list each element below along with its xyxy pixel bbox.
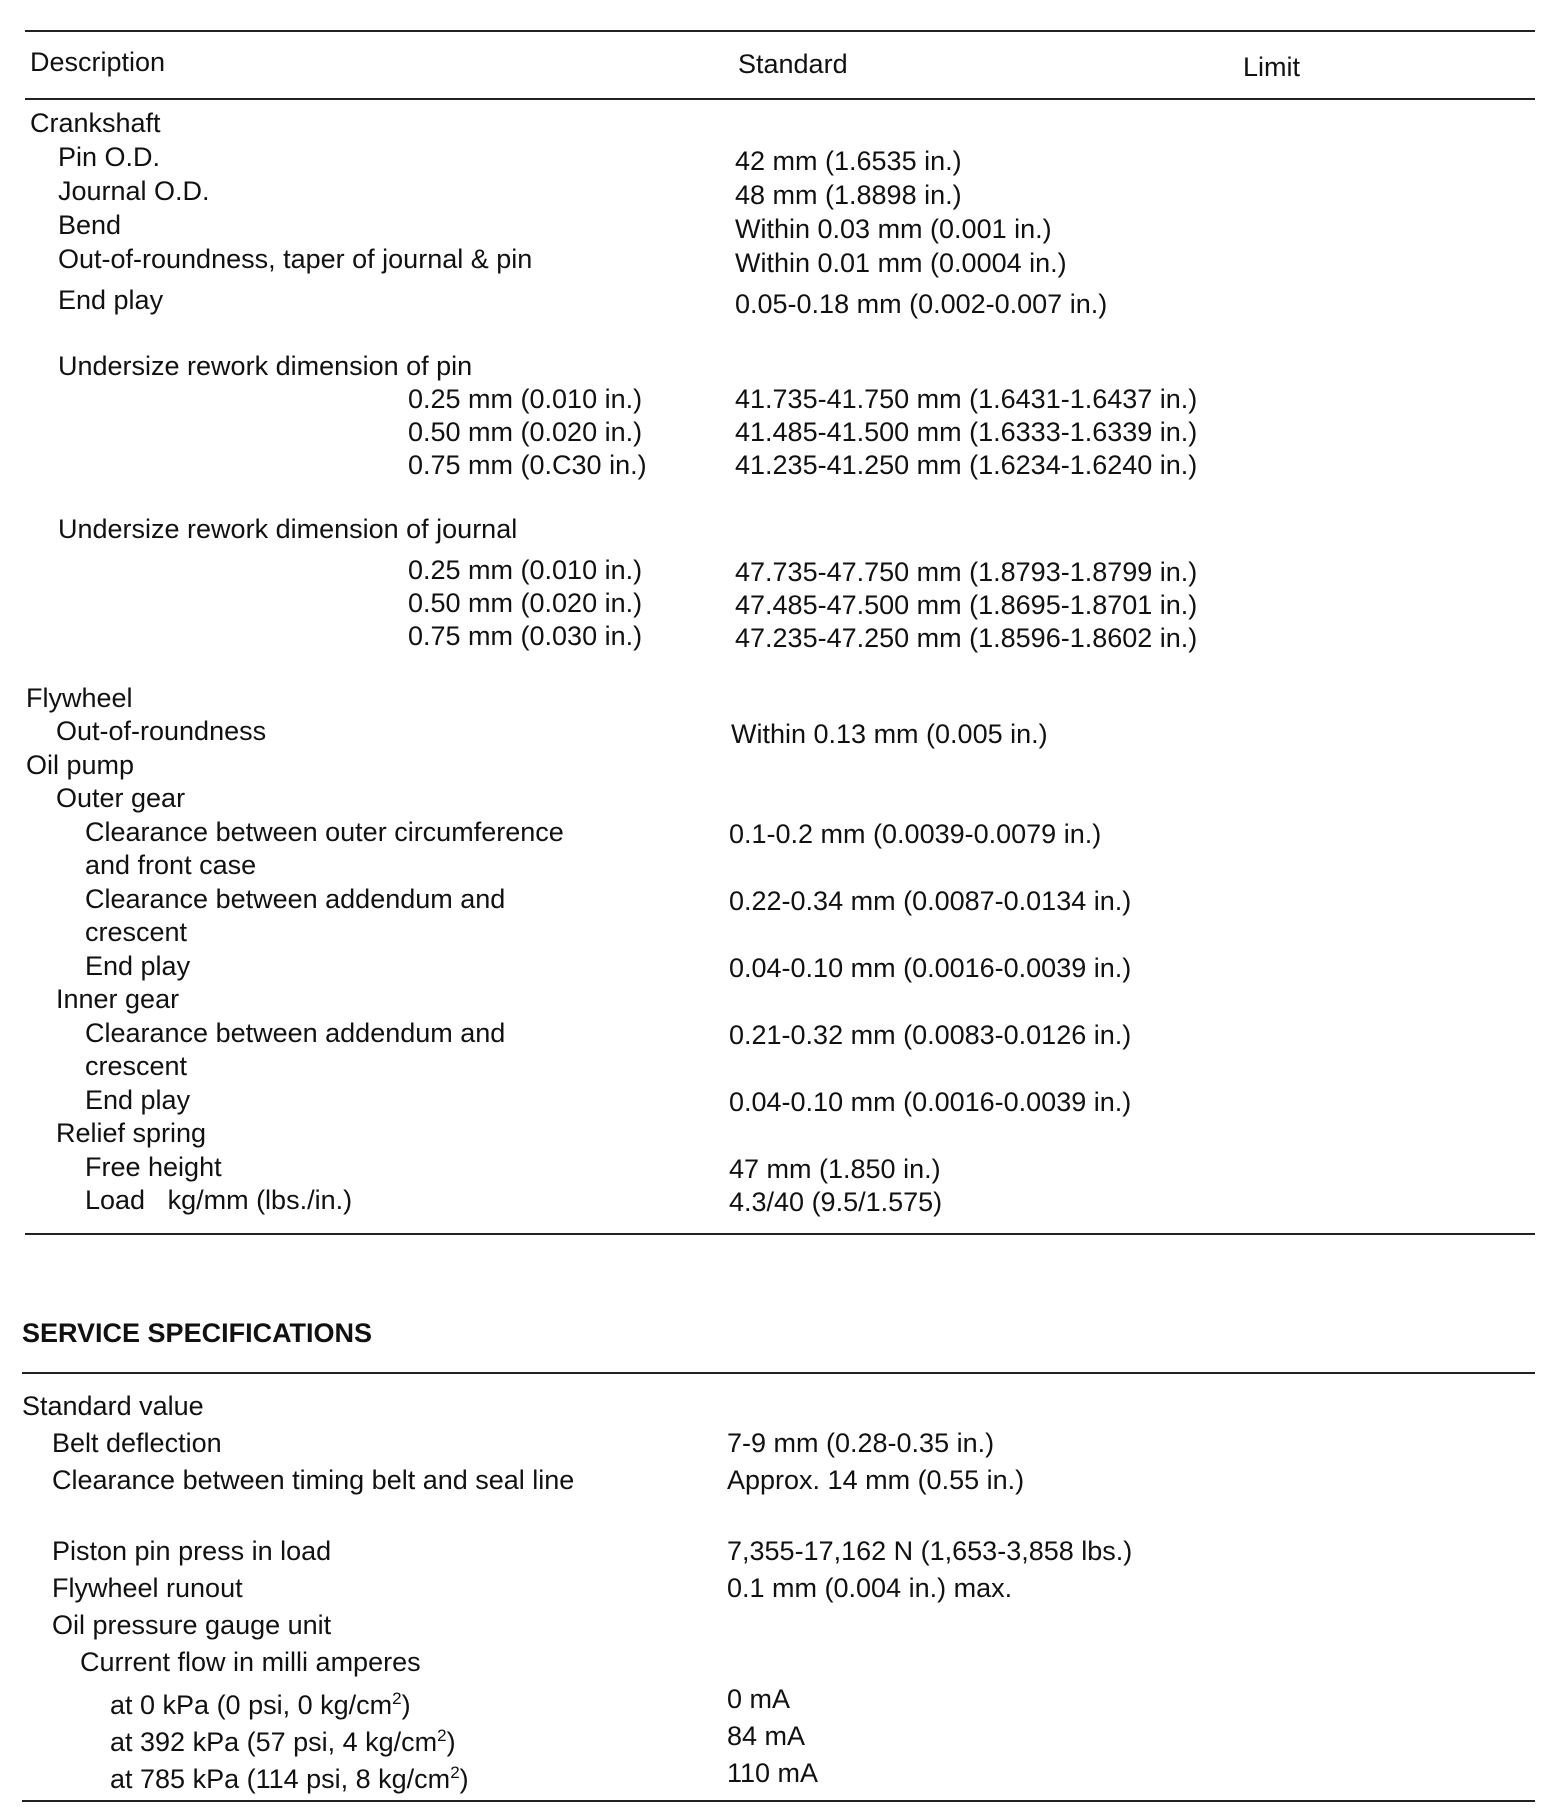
oil-pump-heading: Oil pump xyxy=(26,750,135,780)
undersize-journal-size-3: 0.75 mm (0.030 in.) xyxy=(408,621,643,651)
at-0-kpa-sup: 2 xyxy=(392,1689,402,1708)
at-0-kpa-standard: 0 mA xyxy=(727,1684,791,1714)
current-flow-label: Current flow in milli amperes xyxy=(80,1647,421,1677)
ig-end-play-label: End play xyxy=(85,1085,191,1115)
header-bottom-rule xyxy=(25,98,1535,100)
standard-value-heading: Standard value xyxy=(22,1391,204,1421)
og-clear-circ-label-2: and front case xyxy=(85,850,257,880)
at-392-kpa-text: at 392 kPa (57 psi, 4 kg/cm xyxy=(110,1727,438,1757)
out-of-round-standard: Within 0.01 mm (0.0004 in.) xyxy=(735,248,1067,278)
journal-od-label: Journal O.D. xyxy=(58,176,210,206)
undersize-pin-label: Undersize rework dimension of pin xyxy=(58,351,473,381)
table-bottom-rule xyxy=(25,1233,1535,1235)
oil-gauge-label: Oil pressure gauge unit xyxy=(52,1610,332,1640)
at-392-kpa-standard: 84 mA xyxy=(727,1721,806,1751)
at-392-kpa-sup: 2 xyxy=(437,1726,447,1745)
at-785-kpa-label xyxy=(110,1757,469,1795)
undersize-pin-size-2: 0.50 mm (0.020 in.) xyxy=(408,417,643,447)
header-description: Description xyxy=(30,47,166,77)
at-785-kpa-sup: 2 xyxy=(450,1763,460,1782)
undersize-journal-standard-1: 47.735-47.750 mm (1.8793-1.8799 in.) xyxy=(735,557,1198,587)
piston-pin-standard: 7,355-17,162 N (1,653-3,858 lbs.) xyxy=(727,1536,1133,1566)
pin-od-label: Pin O.D. xyxy=(58,142,161,172)
service-specifications-title: SERVICE SPECIFICATIONS xyxy=(22,1318,373,1348)
undersize-pin-size-3: 0.75 mm (0.C30 in.) xyxy=(408,450,647,480)
og-clear-add-label-2: crescent xyxy=(85,917,188,947)
undersize-journal-standard-2: 47.485-47.500 mm (1.8695-1.8701 in.) xyxy=(735,590,1198,620)
inner-gear-heading: Inner gear xyxy=(56,984,180,1014)
at-0-kpa-text: at 0 kPa (0 psi, 0 kg/cm xyxy=(110,1690,393,1720)
belt-deflection-standard: 7-9 mm (0.28-0.35 in.) xyxy=(727,1428,995,1458)
og-clear-add-standard: 0.22-0.34 mm (0.0087-0.0134 in.) xyxy=(729,886,1132,916)
end-play-standard: 0.05-0.18 mm (0.002-0.007 in.) xyxy=(735,289,1108,319)
ig-end-play-standard: 0.04-0.10 mm (0.0016-0.0039 in.) xyxy=(729,1087,1132,1117)
service-bottom-rule xyxy=(22,1800,1535,1802)
og-clear-circ-standard: 0.1-0.2 mm (0.0039-0.0079 in.) xyxy=(729,819,1102,849)
undersize-journal-standard-3: 47.235-47.250 mm (1.8596-1.8602 in.) xyxy=(735,623,1198,653)
at-785-kpa-text: at 785 kPa (114 psi, 8 kg/cm xyxy=(110,1764,451,1794)
undersize-journal-label: Undersize rework dimension of journal xyxy=(58,514,518,544)
bend-label: Bend xyxy=(58,210,122,240)
undersize-pin-standard-2: 41.485-41.500 mm (1.6333-1.6339 in.) xyxy=(735,417,1198,447)
flywheel-oor-label: Out-of-roundness xyxy=(56,716,267,746)
ig-clear-add-standard: 0.21-0.32 mm (0.0083-0.0126 in.) xyxy=(729,1020,1132,1050)
service-top-rule xyxy=(22,1372,1535,1374)
at-392-kpa-close: ) xyxy=(446,1727,456,1757)
load-standard: 4.3/40 (9.5/1.575) xyxy=(729,1187,943,1217)
flywheel-oor-standard: Within 0.13 mm (0.005 in.) xyxy=(731,719,1048,749)
flywheel-runout-standard: 0.1 mm (0.004 in.) max. xyxy=(727,1573,1013,1603)
undersize-journal-size-2: 0.50 mm (0.020 in.) xyxy=(408,588,643,618)
piston-pin-label: Piston pin press in load xyxy=(52,1536,332,1566)
undersize-journal-size-1: 0.25 mm (0.010 in.) xyxy=(408,555,643,585)
relief-spring-heading: Relief spring xyxy=(56,1118,207,1148)
at-785-kpa-standard: 110 mA xyxy=(727,1758,819,1788)
end-play-label: End play xyxy=(58,285,164,315)
at-392-kpa-label xyxy=(110,1720,456,1758)
at-785-kpa-close: ) xyxy=(459,1764,469,1794)
undersize-pin-size-1: 0.25 mm (0.010 in.) xyxy=(408,384,643,414)
flywheel-runout-label: Flywheel runout xyxy=(52,1573,243,1603)
belt-deflection-label: Belt deflection xyxy=(52,1428,222,1458)
og-end-play-standard: 0.04-0.10 mm (0.0016-0.0039 in.) xyxy=(729,953,1132,983)
load-label: Load kg/mm (lbs./in.) xyxy=(85,1185,353,1215)
timing-belt-label: Clearance between timing belt and seal line xyxy=(52,1465,575,1495)
at-0-kpa-label xyxy=(110,1683,411,1721)
journal-od-standard: 48 mm (1.8898 in.) xyxy=(735,180,962,210)
header-limit: Limit xyxy=(1243,52,1301,82)
free-height-standard: 47 mm (1.850 in.) xyxy=(729,1154,941,1184)
undersize-pin-standard-1: 41.735-41.750 mm (1.6431-1.6437 in.) xyxy=(735,384,1198,414)
ig-clear-add-label-2: crescent xyxy=(85,1051,188,1081)
at-0-kpa-close: ) xyxy=(401,1690,411,1720)
flywheel-heading: Flywheel xyxy=(26,683,133,713)
pin-od-standard: 42 mm (1.6535 in.) xyxy=(735,146,962,176)
undersize-pin-standard-3: 41.235-41.250 mm (1.6234-1.6240 in.) xyxy=(735,450,1198,480)
timing-belt-standard: Approx. 14 mm (0.55 in.) xyxy=(727,1465,1025,1495)
header-standard: Standard xyxy=(738,49,848,79)
og-clear-circ-label-1: Clearance between outer circumference xyxy=(85,817,564,847)
out-of-round-label: Out-of-roundness, taper of journal & pin xyxy=(58,244,533,274)
outer-gear-heading: Outer gear xyxy=(56,783,186,813)
free-height-label: Free height xyxy=(85,1152,222,1182)
bend-standard: Within 0.03 mm (0.001 in.) xyxy=(735,214,1052,244)
ig-clear-add-label-1: Clearance between addendum and xyxy=(85,1018,506,1048)
table-top-rule xyxy=(25,30,1535,32)
crankshaft-heading: Crankshaft xyxy=(30,108,161,138)
og-end-play-label: End play xyxy=(85,951,191,981)
og-clear-add-label-1: Clearance between addendum and xyxy=(85,884,506,914)
